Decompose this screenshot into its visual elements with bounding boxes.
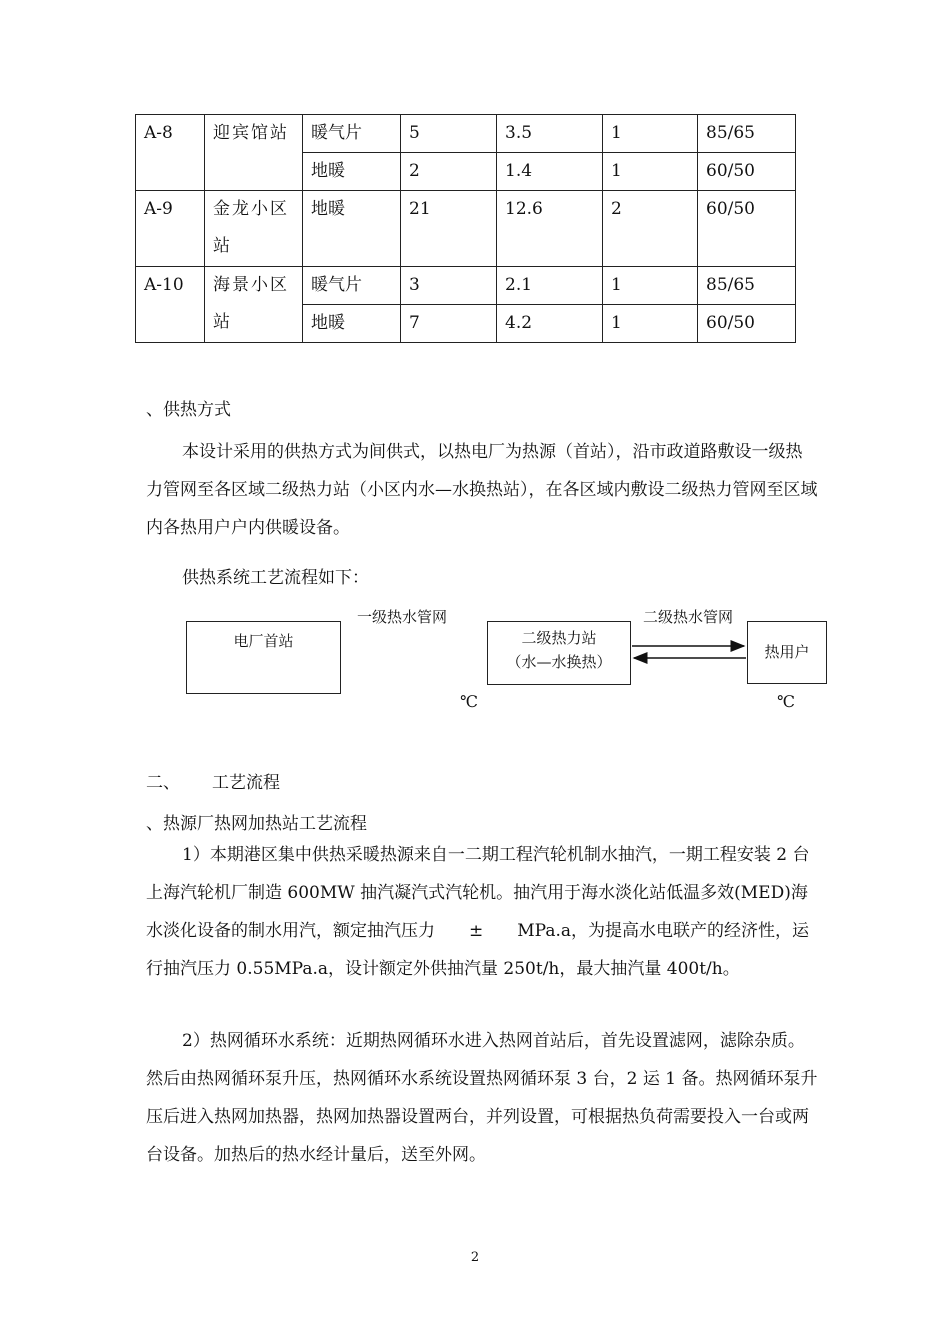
value-cell: 1 [603, 115, 698, 153]
page-number: 2 [470, 1250, 480, 1265]
value-cell: 21 [401, 191, 497, 267]
temp-cell: 60/50 [698, 153, 796, 191]
heating-type: 暖气片 [303, 267, 401, 305]
value-cell: 2 [401, 153, 497, 191]
power-plant-box: 电厂首站 [186, 621, 341, 694]
value-cell: 3 [401, 267, 497, 305]
table-row [136, 267, 796, 305]
station-name: 海景小区站 [205, 267, 303, 343]
value-cell: 1 [603, 267, 698, 305]
station-name: 迎宾馆站 [205, 115, 303, 191]
primary-network-label: 一级热水管网 [357, 608, 448, 626]
station-name: 金龙小区站 [205, 191, 303, 267]
value-cell: 2 [603, 191, 698, 267]
station-box-line2: （水—水换热） [506, 653, 612, 671]
secondary-network-label: 二级热水管网 [643, 608, 734, 626]
temp-cell: 85/65 [698, 267, 796, 305]
value-cell: 4.2 [497, 305, 603, 343]
process-paragraph-1: 1）本期港区集中供热采暖热源来自一二期工程汽轮机制水抽汽，一期工程安装 2 台上海汽轮机厂制造 600MW 抽汽凝汽式汽轮机。抽汽用于海水淡化站低温多效(MED)海水淡化设备的制水用汽，额定抽汽压力 ± MPa.a，为提高水电联产的经济性，运行抽汽压力 0.55MPa.a，设计额定外供抽汽量 250t/h，最大抽汽量 400t/h。 [146, 845, 810, 979]
station-id: A-10 [136, 267, 205, 343]
temp-cell: 85/65 [698, 115, 796, 153]
value-cell: 7 [401, 305, 497, 343]
station-box-line1: 二级热力站 [521, 629, 597, 647]
value-cell: 5 [401, 115, 497, 153]
temp-unit-1: ℃ [460, 692, 478, 711]
secondary-station-box [487, 621, 631, 685]
section-heading-supply: 、供热方式 [146, 400, 231, 420]
heating-type: 地暖 [303, 191, 401, 267]
table-row [136, 115, 796, 153]
value-cell: 2.1 [497, 267, 603, 305]
heating-type: 暖气片 [303, 115, 401, 153]
temp-cell: 60/50 [698, 305, 796, 343]
temp-unit-2: ℃ [777, 692, 795, 711]
station-table [135, 114, 796, 343]
station-id: A-8 [136, 115, 205, 191]
value-cell: 1.4 [497, 153, 603, 191]
section-number: 二、 [146, 773, 180, 793]
value-cell: 1 [603, 153, 698, 191]
temp-cell: 60/50 [698, 191, 796, 267]
section-heading-process: 工艺流程 [212, 773, 280, 793]
flow-arrows [630, 636, 748, 666]
heat-user-box: 热用户 [747, 621, 827, 684]
flow-intro: 供热系统工艺流程如下： [182, 568, 369, 588]
table-row [136, 191, 796, 267]
station-id: A-9 [136, 191, 205, 267]
heating-type: 地暖 [303, 305, 401, 343]
value-cell: 12.6 [497, 191, 603, 267]
process-paragraph-2: 2）热网循环水系统：近期热网循环水进入热网首站后，首先设置滤网，滤除杂质。然后由热网循环泵升压，热网循环水系统设置热网循环泵 3 台，2 运 1 备。热网循环泵升压后进入热网加热器，热网加热器设置两台，并列设置，可根据热负荷需要投入一台或两台设备。加热后的热水经计量后，送至外网。 [146, 1031, 818, 1165]
sub-heading: 、热源厂热网加热站工艺流程 [146, 814, 367, 834]
supply-paragraph: 本设计采用的供热方式为间供式，以热电厂为热源（首站），沿市政道路敷设一级热力管网至各区域二级热力站（小区内水—水换热站），在各区域内敷设二级热力管网至区域内各热用户户内供暖设备。 [146, 442, 818, 538]
value-cell: 1 [603, 305, 698, 343]
heating-type: 地暖 [303, 153, 401, 191]
value-cell: 3.5 [497, 115, 603, 153]
